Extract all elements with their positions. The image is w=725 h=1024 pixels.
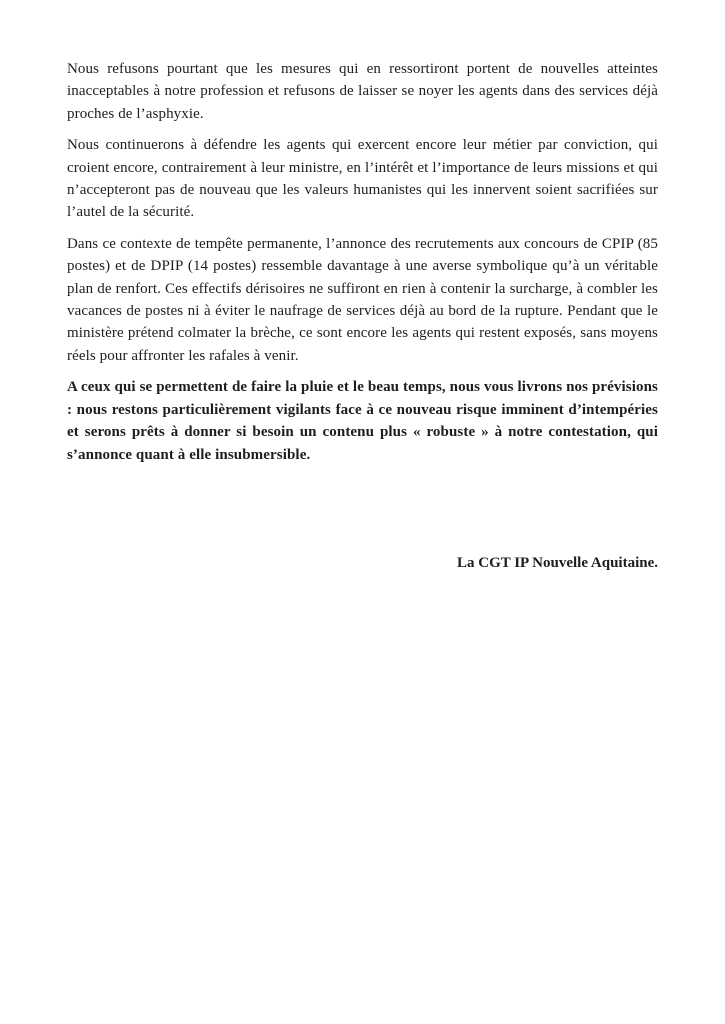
paragraph-refus-mesures: Nous refusons pourtant que les mesures qui en ressortiront portent de nouvelles atteintes inacceptables à notre profession et refusons de laisser se noyer les agents dans des services déjà proches de l’asphyxie. — [67, 61, 658, 122]
paragraph-defense-agents: Nous continuerons à défendre les agents qui exercent encore leur métier par conviction, qui croient encore, contrairement à leur ministre, en l’intérêt et l’importance de leurs missions et qui n’accepteront pas de nouveau que les valeurs humanistes qui les innervent soient sacrifiées sur l’autel de la sécurité. — [67, 137, 658, 221]
paragraph-avertissement-emphase: A ceux qui se permettent de faire la pluie et le beau temps, nous vous livrons nos prévisions : nous restons particulièrement vigilants face à ce nouveau risque imminent d’intempéries et serons prêts à donner si besoin un contenu plus « robuste » à notre contestation, qui s’annonce quant à elle insubmersible. — [67, 379, 658, 463]
paragraph-recrutements-concours: Dans ce contexte de tempête permanente, l’annonce des recrutements aux concours de CPIP (85 postes) et de DPIP (14 postes) ressemble davantage à une averse symbolique qu’à un véritable plan de renfort. Ces effectifs dérisoires ne suffiront en rien à contenir la surcharge, à combler les vacances de postes ni à éviter le naufrage de services déjà au bord de la rupture. Pendant que le ministère prétend colmater la brèche, ce sont encore les agents qui restent exposés, sans moyens réels pour affronter les rafales à venir. — [67, 235, 658, 364]
signature-cgt: La CGT IP Nouvelle Aquitaine. — [456, 554, 658, 571]
